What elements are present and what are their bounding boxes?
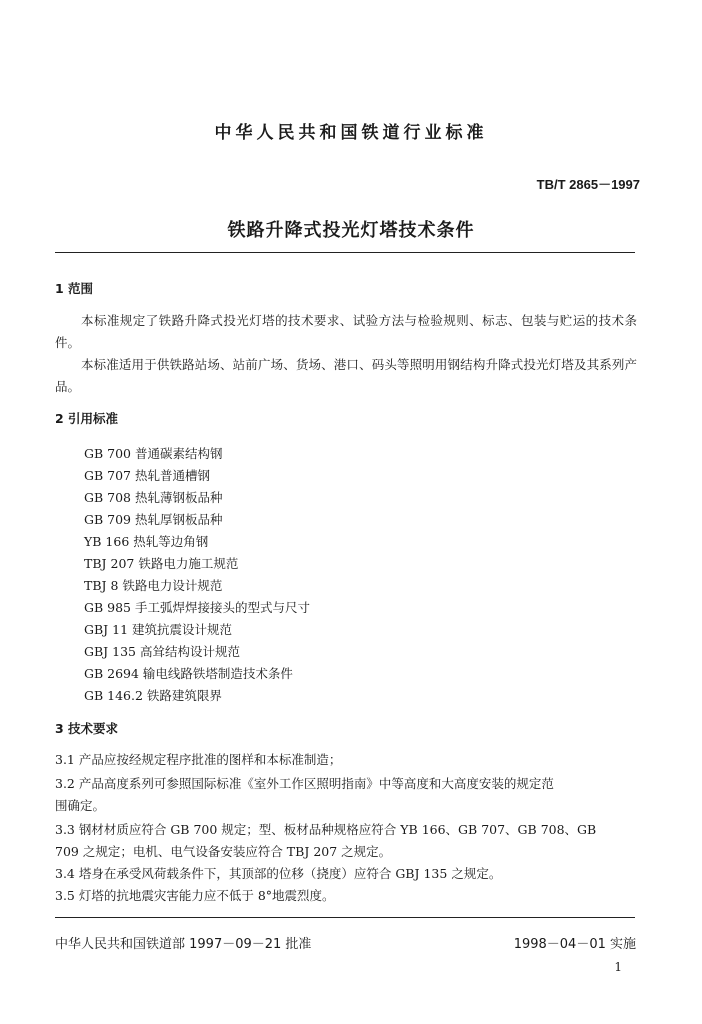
document-title: 铁路升降式投光灯塔技术条件: [227, 220, 475, 241]
requirement-item: 3.4 塔身在承受风荷载条件下，其顶部的位移（挠度）应符合 GBJ 135 之规定。: [55, 866, 502, 881]
reference-item: TBJ 207 铁路电力施工规范: [84, 556, 239, 571]
reference-item: GB 709 热轧厚钢板品种: [84, 512, 223, 527]
section-1-paragraph-1: 本标准规定了铁路升降式投光灯塔的技术要求、试验方法与检验规则、标志、包装与贮运的技术条件。: [55, 313, 637, 350]
reference-item: YB 166 热轧等边角钢: [84, 534, 209, 549]
standard-org-title: 中华人民共和国铁道行业标准: [214, 123, 488, 143]
section-3-heading: 3 技术要求: [55, 721, 119, 736]
standard-code: TB/T 2865－1997: [536, 177, 640, 192]
reference-item: GB 700 普通碳素结构钢: [84, 446, 223, 461]
requirement-item-continued: 709 之规定；电机、电气设备安装应符合 TBJ 207 之规定。: [55, 844, 392, 859]
reference-item: GB 708 热轧薄钢板品种: [84, 490, 223, 505]
reference-item: GBJ 135 高耸结构设计规范: [84, 644, 240, 659]
footer-rule: [55, 917, 635, 918]
reference-item: GB 707 热轧普通槽钢: [84, 468, 210, 483]
reference-item: GB 2694 输电线路铁塔制造技术条件: [84, 666, 293, 681]
requirement-item-continued: 围确定。: [55, 798, 106, 813]
requirement-item: 3.5 灯塔的抗地震灾害能力应不低于 8°地震烈度。: [55, 888, 335, 903]
page-number: 1: [614, 960, 622, 974]
requirement-item: 3.2 产品高度系列可参照国际标准《室外工作区照明指南》中等高度和大高度安装的规定范: [55, 776, 554, 791]
effective-date: 1998－04－01 实施: [513, 937, 636, 952]
requirement-item: 3.3 钢材材质应符合 GB 700 规定；型、板材品种规格应符合 YB 166、GB 707、GB 708、GB: [55, 822, 597, 837]
approval-date: 中华人民共和国铁道部 1997－09－21 批准: [55, 937, 312, 952]
reference-item: TBJ 8 铁路电力设计规范: [84, 578, 223, 593]
section-1-paragraph-2: 本标准适用于供铁路站场、站前广场、货场、港口、码头等照明用钢结构升降式投光灯塔及其系列产品。: [55, 357, 637, 394]
header-rule: [55, 252, 635, 253]
requirement-item: 3.1 产品应按经规定程序批准的图样和本标准制造；: [55, 752, 342, 767]
reference-item: GB 146.2 铁路建筑限界: [84, 688, 222, 703]
reference-item: GB 985 手工弧焊焊接接头的型式与尺寸: [84, 600, 310, 615]
section-1-heading: 1 范围: [55, 281, 94, 296]
reference-item: GBJ 11 建筑抗震设计规范: [84, 622, 233, 637]
section-2-heading: 2 引用标准: [55, 411, 119, 426]
